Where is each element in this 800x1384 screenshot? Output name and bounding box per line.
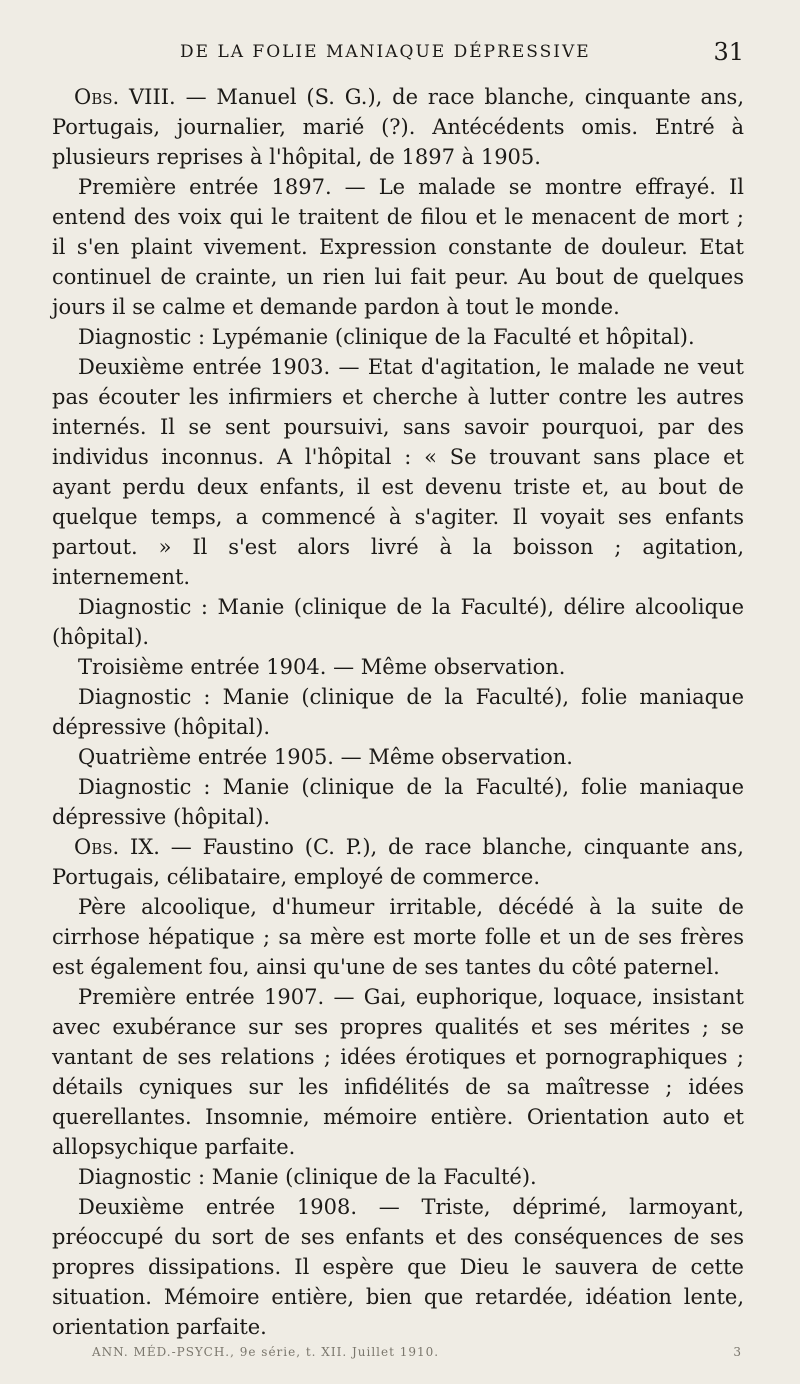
page-number: 31 [713,38,744,66]
paragraph: Troisième entrée 1904. — Même observation. [78,655,566,679]
diagnostic-paragraph: Diagnostic : Lypémanie (clinique de la Faculté et hôpital). [78,325,695,349]
signature-mark: 3 [733,1345,742,1359]
page-body [52,82,744,1342]
observation-label: Obs. IX. [74,835,160,859]
page-header [52,38,744,68]
observation-heading-paragraph [52,832,744,892]
observation-label: Obs. VIII. [74,85,176,109]
paragraph: Première entrée 1897. — Le malade se montre effrayé. Il entend des voix qui le traitent de filou et le menacent de mort ; il s'en plaint vivement. Expression constante de douleur. Etat continuel de crainte, un rien lui fait peur. Au bout de quelques jours il se calme et demande pardon à tout le monde. [52,175,744,319]
observation-heading-paragraph [52,82,744,172]
paragraph: Père alcoolique, d'humeur irritable, décédé à la suite de cirrhose hépatique ; sa mère est morte folle et un de ses frères est également fou, ainsi qu'une de ses tantes du côté paternel. [52,895,744,979]
paragraph-text: — Faustino (C. P.), de race blanche, cinquante ans, Portugais, célibataire, employé de commerce. [52,835,744,889]
diagnostic-paragraph: Diagnostic : Manie (clinique de la Faculté), folie maniaque dépressive (hôpital). [52,685,744,739]
diagnostic-paragraph: Diagnostic : Manie (clinique de la Faculté), délire alcoolique (hôpital). [52,595,744,649]
paragraph: Première entrée 1907. — Gai, euphorique, loquace, insistant avec exubérance sur ses propres qualités et ses mérites ; se vantant de ses relations ; idées érotiques et pornographiques ; détails cyniques sur les infidélités de sa maîtresse ; idées querellantes. Insomnie, mémoire entière. Orientation auto et allopsychique parfaite. [52,985,744,1159]
diagnostic-paragraph: Diagnostic : Manie (clinique de la Faculté). [78,1165,537,1189]
footer-citation: ANN. MÉD.-PSYCH., 9e série, t. XII. Juillet 1910. [92,1345,440,1359]
paragraph: Deuxième entrée 1908. — Triste, déprimé, larmoyant, préoccupé du sort de ses enfants et des conséquences de ses propres dissipations. Il espère que Dieu le sauvera de cette situation. Mémoire entière, bien que retardée, idéation lente, orientation parfaite. [52,1195,744,1339]
paragraph: Quatrième entrée 1905. — Même observation. [78,745,573,769]
page-footer [92,1345,742,1359]
running-title: DE LA FOLIE MANIAQUE DÉPRESSIVE [180,42,591,62]
diagnostic-paragraph: Diagnostic : Manie (clinique de la Faculté), folie maniaque dépressive (hôpital). [52,775,744,829]
paragraph: Deuxième entrée 1903. — Etat d'agitation, le malade ne veut pas écouter les infirmiers et cherche à lutter contre les autres internés. Il se sent poursuivi, sans savoir pourquoi, par des individus inconnus. A l'hôpital : « Se trouvant sans place et ayant perdu deux enfants, il est devenu triste et, au bout de quelque temps, a commencé à s'agiter. Il voyait ses enfants partout. » Il s'est alors livré à la boisson ; agitation, internement. [52,355,744,589]
paragraph-text: — Manuel (S. G.), de race blanche, cinquante ans, Portugais, journalier, marié (?). Antécédents omis. Entré à plusieurs reprises à l'hôpital, de 1897 à 1905. [52,85,745,169]
